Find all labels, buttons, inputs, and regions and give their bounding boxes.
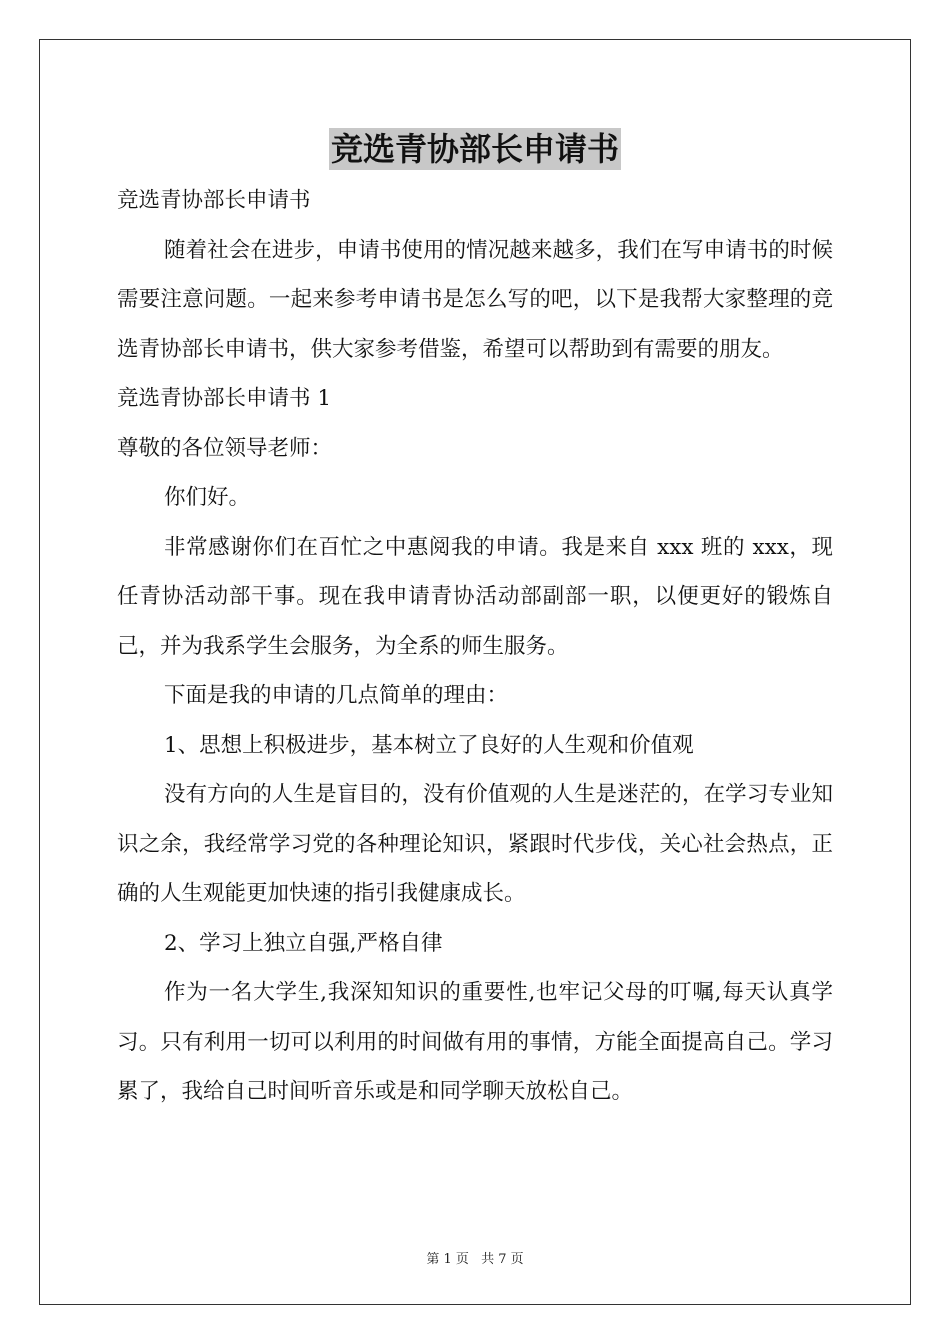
salutation: 尊敬的各位领导老师： xyxy=(117,435,333,461)
reason-paragraph-1: 没有方向的人生是盲目的，没有价值观的人生是迷茫的，在学习专业知识之余，我经常学习党的各种理论知识，紧跟时代步伐，关心社会热点，正确的人生观能更加快速的指引我健康成长。 xyxy=(117,782,833,906)
reasons-intro: 下面是我的申请的几点简单的理由： xyxy=(164,683,509,708)
reason-paragraph-2: 作为一名大学生,我深知知识的重要性,也牢记父母的叮嘱,每天认真学习。只有利用一切可以利用的时间做有用的事情，方能全面提高自己。学习累了，我给自己时间听音乐或是和同学聊天放松自己。 xyxy=(117,980,833,1104)
body-paragraph-thanks: 非常感谢你们在百忙之中惠阅我的申请。我是来自 xxx 班的 xxx，现任青协活动部干事。现在我申请青协活动部副部一职，以便更好的锻炼自己，并为我系学生会服务，为全系的师生服务。 xyxy=(117,534,833,659)
reason-heading-2: 2、学习上独立自强,严格自律 xyxy=(164,930,443,956)
intro-paragraph: 随着社会在进步，申请书使用的情况越来越多，我们在写申请书的时候需要注意问题。一起来参考申请书是怎么写的吧，以下是我帮大家整理的竞选青协部长申请书，供大家参考借鉴，希望可以帮助到有需要的朋友。 xyxy=(117,237,833,362)
current-page-label: 第 1 页 xyxy=(426,1252,469,1267)
subtitle-paragraph: 竞选青协部长申请书 xyxy=(117,188,311,213)
title-container xyxy=(0,128,950,170)
document-title: 竞选青协部长申请书 xyxy=(330,130,619,168)
section-heading: 竞选青协部长申请书 1 xyxy=(117,386,332,411)
reason-heading-1: 1、思想上积极进步，基本树立了良好的人生观和价值观 xyxy=(164,732,694,758)
total-pages-label: 共 7 页 xyxy=(481,1252,524,1267)
greeting: 你们好。 xyxy=(164,485,251,510)
page-footer xyxy=(0,1248,950,1267)
document-body xyxy=(117,176,833,1117)
